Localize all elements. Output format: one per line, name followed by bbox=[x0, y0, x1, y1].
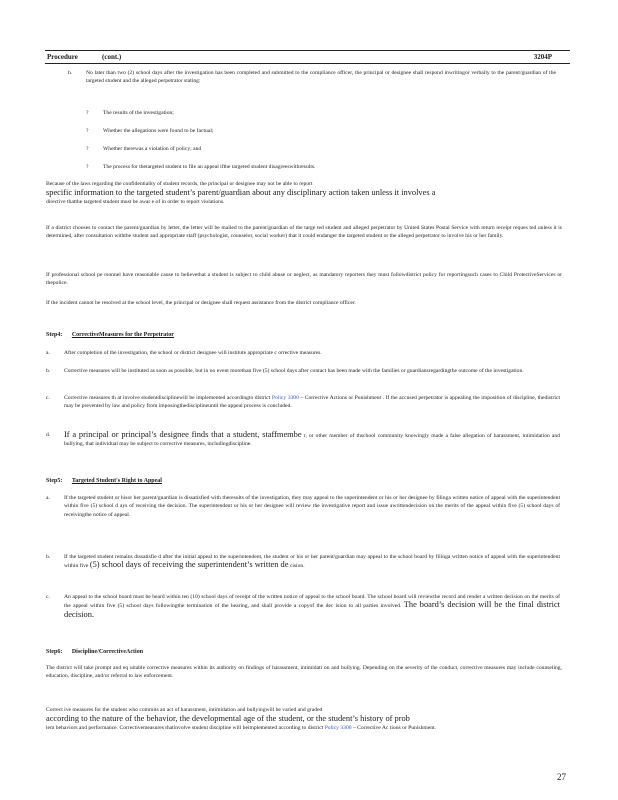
bullet-mark: ? bbox=[86, 128, 89, 134]
item-text: r, or other member of thschool community knowingly made a false allegation of harassment, intimidation and bullying, that individual may be subject to corrective measures, includingdiscipline. bbox=[64, 433, 560, 448]
step5-item-label: c. bbox=[46, 594, 50, 600]
step4-item-text bbox=[64, 394, 560, 411]
compliance-paragraph: If the incident cannot be resolved at the school level, the principal or designee shall request assistance from the district compliance officer. bbox=[46, 300, 356, 306]
paragraph-text-large: according to the nature of the behavior, the developmental age of the student, or the student’s history of prob bbox=[46, 714, 410, 724]
step5-item-label: b. bbox=[46, 554, 51, 560]
paragraph-text: directive thatthe targeted student must be awar e of in order to report violations. bbox=[46, 199, 225, 206]
bullet-mark: ? bbox=[86, 164, 89, 170]
paragraph-text: Because of the laws regarding the confidentiality of student records, the principal or designee may not be able to report bbox=[46, 181, 313, 187]
step4-item-text: Corrective measures will be instituted as soon as possible, but in no event morethan five (5) school days after contact has been made with the families or guardiansregardingthe outcome of the investigation. bbox=[64, 368, 524, 374]
bullet-text: Whether therewas a violation of policy; and bbox=[103, 146, 202, 152]
step4-item-text: After completion of the investigation, the school or district designee will institute appropriate c orrective measures. bbox=[64, 350, 322, 356]
step4-item-text bbox=[64, 431, 560, 449]
paragraph-text: – Corrective Ac tions or Punishment. bbox=[352, 725, 436, 732]
item-text-large: (5) school days of receiving the superintendent’s written de bbox=[89, 560, 289, 570]
abuse-paragraph: If professional school pe rsonnel have reasonable cause to believethat a student is subject to child abuse or neglect, as mandatory reporters they must followdistrict policy for reportingsuch cases to Child ProtectiveServices or thepolice. bbox=[46, 272, 562, 287]
step4-item-label: a. bbox=[46, 350, 50, 356]
letter-paragraph: If a district chooses to contact the parent/guardian by letter, the letter will be mailed to the parent/guardian of the targe ted student and alleged perpetrator by United States Postal Service with return receipt reques ted unless it is determined, after consultation withthe student and appropriate staff (psychologist, counselor, social worker) that it could endanger the targeted student or the alleged perpetrator to involve his or her family. bbox=[46, 225, 562, 240]
policy-3300-link[interactable]: Policy 3300 bbox=[271, 395, 299, 401]
paragraph-text: lem behaviors and performance. Correctivemeasures thatinvolve student discipline will beimplemented according to district bbox=[46, 725, 324, 732]
step-title: CorrectiveMeasures for the Perpetrator bbox=[71, 332, 174, 338]
step4-item-label: c. bbox=[46, 395, 50, 401]
item-text: Corrective measures th at involve studentdisciplinewill be implemented accordingto district bbox=[64, 395, 271, 401]
step-title: Targeted Student's Right to Appeal bbox=[71, 478, 162, 484]
bullet-mark: ? bbox=[86, 146, 89, 152]
paragraph-text: Correct ive measures for the student who commits an act of harassment, intimidation and bullyingwill be varied and graded bbox=[46, 707, 323, 713]
step-label: Step4: bbox=[46, 332, 63, 338]
bullet-mark: ? bbox=[86, 110, 89, 116]
step5-item-text bbox=[64, 593, 560, 620]
step6-paragraph-2 bbox=[46, 706, 562, 733]
step5-item-text bbox=[64, 553, 560, 571]
step5-item-text: If the targeted student or hisor her parent/guardian is dissatisfied with theresults of the investigation, they may appeal to the superintendent or his or her designee by filinga written notice of appeal with the superintendent within five (5) school d ays of receiving the decision. The superintendent or his or her designee will review the investigative report and issue awrittendecision on the merits of the appeal within five (5) school days of receivingthe notice of appeal. bbox=[64, 495, 560, 518]
step6-paragraph-1: The district will take prompt and eq uitable corrective measures within its authority on findings of harassment, intimidati on and bullying. Depending on the severity of the conduct, corrective measures may include counseling, education, discipline, and/or referral to law enforcement. bbox=[46, 665, 562, 680]
item-h-label: h. bbox=[68, 70, 73, 76]
item-text: cision. bbox=[289, 563, 305, 570]
header-section: Procedure bbox=[47, 53, 78, 61]
policy-3300-link[interactable]: Policy 3300 bbox=[324, 725, 352, 732]
item-text: If the targeted student remains dissatisfie d after the initial appeal to the superintendent, the student or his or her parent/guardian may appeal to the school board by filinga written notice of appeal with the superintendent within five bbox=[64, 554, 560, 570]
step5-heading bbox=[46, 477, 162, 485]
step4-heading bbox=[46, 331, 174, 339]
step5-item-label: a. bbox=[46, 495, 50, 501]
step-label: Step6: bbox=[46, 649, 63, 655]
page-header bbox=[45, 50, 570, 64]
item-text-large: The board’s decision will be the final district decision. bbox=[64, 600, 560, 619]
paragraph-text-large: specific information to the targeted student’s parent/guardian about any disciplinary action taken unless it involves a bbox=[46, 188, 436, 198]
header-cont: (cont.) bbox=[102, 53, 122, 61]
item-text: – Corrective Actions or Punishment . If the accused perpetrator is appealing the imposition of discipline, thedistrict may be prevented by law and policy from imposingthedisciplineuntil the appeal process is concluded. bbox=[64, 395, 560, 410]
step4-item-label: d. bbox=[46, 432, 51, 438]
header-policy-number: 3204P bbox=[533, 53, 552, 61]
page-number: 27 bbox=[557, 772, 566, 782]
step-title: Discipline/CorrectiveAction bbox=[71, 649, 144, 655]
step6-heading bbox=[46, 648, 143, 656]
step-label: Step5: bbox=[46, 478, 63, 484]
step4-item-label: b. bbox=[46, 368, 51, 374]
bullet-text: The results of the investigation; bbox=[103, 110, 174, 116]
item-text: An appeal to the school board must be heard within ten (10) school days of receipt of the written notice of appeal to the school board. The school board will reviewthe record and render a written decision on the merits of the appeal within five (5) school days followingthe termination of the hearing, and shall provide a copyof the dec ision to all parties involved. bbox=[64, 594, 560, 610]
item-h-text: No later than two (2) school days after the investigation has been completed and submitted to the compliance officer, the principal or designee shall respond inwritingor verbally to the parent/guardian of the targeted student and the alleged perpetrator stating: bbox=[86, 70, 556, 85]
bullet-text: The process for thetargeted student to file an appeal ifthe targeted student disagreeswithresults. bbox=[103, 164, 316, 170]
confidentiality-paragraph bbox=[46, 180, 562, 207]
bullet-text: Whether the allegations were found to be factual; bbox=[103, 128, 214, 134]
item-text-large: If a principal or principal’s designee finds that a student, staffmembe bbox=[64, 430, 302, 439]
